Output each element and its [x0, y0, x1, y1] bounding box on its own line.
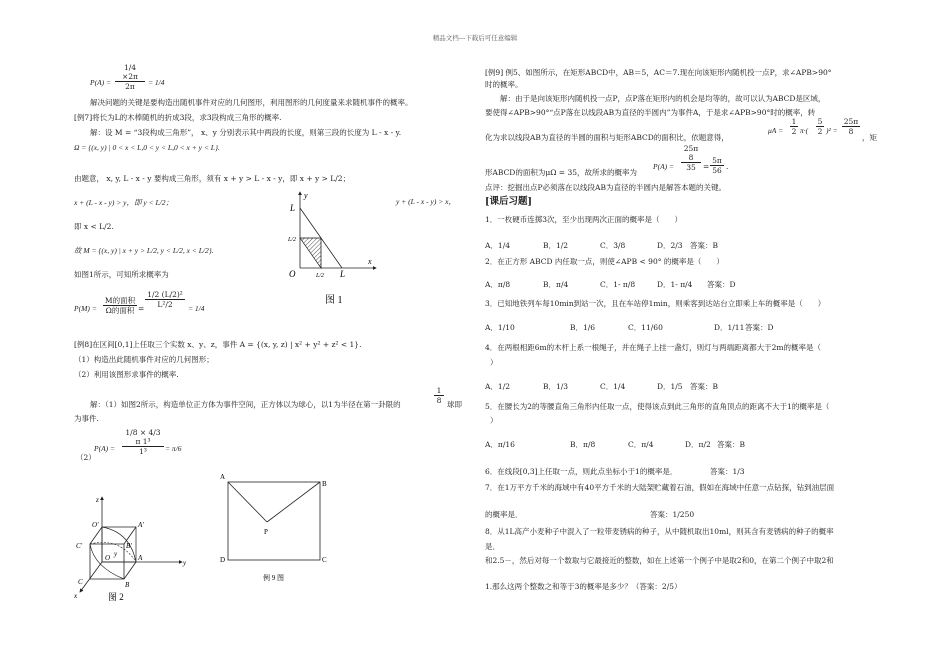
q2-option-b: B．π/4 [543, 280, 569, 289]
question-3: 3．已知地铁列车每10min到站一次，且在车站停1min，则乘客到达站台立即乘上车的概率是（ ） [485, 299, 826, 308]
example7-omega: Ω = {(x, y) | 0 < x < L,0 < y < L,0 < x + y < L}. [74, 143, 220, 152]
example9-solution-2: 要使得∠APB>90°“点P落在以线段AB为直径的半圆内”为事件A，于是求∠APB>90°时的概率，转 [485, 108, 816, 117]
example7-solution-3-right: y + (L - x - y) > x， [396, 197, 456, 206]
example9-mu-tail: )² = [826, 126, 838, 135]
pm-fraction-2-num: 1/2 (L/2)² [145, 290, 185, 300]
fig2-label-x: x [74, 592, 78, 600]
example7-set-m: 故 M = {(x, y) | x + y > L/2, y < L/2, x < L/2}. [74, 246, 214, 255]
q5-option-c: C．π/4 [628, 440, 654, 449]
example9-pa-end: . [726, 162, 729, 171]
fig2-label-y-inner: y [114, 550, 118, 558]
q3-option-b: B．1/6 [570, 323, 596, 332]
figure-1 [280, 190, 380, 308]
example7-solution-3: x + (L - x - y) > y，即 y < L/2； [74, 198, 173, 207]
example8-pa-result: = π/6 [165, 444, 182, 453]
pm-equals: = [138, 304, 145, 313]
example9-mu-half-num: 1 [791, 117, 797, 126]
example9-mu-half-den: 2 [791, 127, 797, 136]
example9-mu-five-halves [816, 117, 824, 136]
q1-option-a: A．1/4 [485, 241, 510, 250]
example8-part2: （2） [76, 453, 96, 462]
pm-label: P(M) = [74, 304, 97, 313]
example9-pa-den: 35 [686, 163, 696, 172]
q1-answer: 答案：B [690, 241, 719, 250]
fig2-label-y: y [183, 559, 187, 567]
q5-option-d: D．π/2 [685, 440, 711, 449]
fig1-label-l-right: L [340, 269, 346, 279]
example8-q1: （1）构造出此随机事件对应的几何图形； [74, 355, 214, 364]
example9-pa-num-den: 8 [681, 153, 701, 163]
example9-comma: ，矩 [862, 133, 877, 142]
example8-pa-fraction [122, 428, 164, 456]
q2-option-d: D．1- π/4 [657, 280, 693, 289]
q5-option-a: A．π/16 [485, 440, 515, 449]
q4-option-c: C．1/4 [600, 382, 626, 391]
q6-answer: 答案：1/3 [710, 467, 745, 476]
question-6: 6．在线段[0,3]上任取一点，则此点坐标小于1的概率是． [485, 467, 678, 476]
fig9-label-p: P [264, 528, 268, 536]
fig9-label-a: A [220, 473, 226, 481]
key-paragraph: 解决问题的关键是要构造出随机事件对应的几何图形，利用图形的几何度量来求随机事件的概率。 [90, 98, 413, 107]
pm-result: = 1/4 [188, 304, 205, 313]
example9-solution-3: 化为求以线段AB为直径的半圆的面积与矩形ABCD的面积比，依题意得， [485, 133, 729, 142]
example8-solution-a: 解：（1）如图2所示，构造单位正方体为事件空间，正方体以为球心，以1为半径在第一卦限的 [90, 400, 401, 409]
question-9-end: 1.那么这两个整数之和等于3的概率是多少？（答案：2/5） [485, 582, 682, 591]
pm-fraction-2-den: L²/2 [157, 300, 173, 309]
fig1-label-x: x [368, 257, 372, 266]
fig2-label-a-prime: A' [138, 521, 144, 529]
q4-option-d: D．1/5 [657, 382, 683, 391]
example8-pa-label: P(A) = [94, 444, 116, 453]
q5-answer: 答案：B [717, 440, 746, 449]
example9-mu-a-label: μA = [768, 126, 784, 135]
question-5-end: ） [490, 416, 498, 425]
example7-solution-2: 由题意， x, y, L - x - y 要构成三角形，须有 x + y > L - x - y，即 x + y > L/2； [74, 174, 351, 183]
q1-option-b: B．1/2 [543, 241, 569, 250]
fig9-caption: 例 9 图 [263, 574, 284, 582]
example8-q2: （2）利用该图形求事件的概率. [74, 370, 179, 379]
fig1-label-y: y [304, 191, 308, 200]
fig2-label-b-prime: B' [126, 542, 132, 550]
page-header: 精品文档---下载后可任意编辑 [432, 34, 518, 42]
example9-solution-1: 解：由于是向该矩形内随机投一点P，点P落在矩形内的机会是均等的，故可以认为ABCD是区域， [500, 94, 826, 103]
pm-fraction-1-num: M的面积 [104, 296, 136, 305]
example9-pa-label: P(A) = [653, 162, 675, 171]
example9-mu-five-num: 5 [817, 117, 823, 126]
pa-label: P(A) = [90, 78, 112, 87]
example9-pa-result-num: 5π [710, 156, 724, 166]
question-9: 和2.5－，然后对每一个数取与它最接近的整数，如在上述第一个例子中是取2和0，在第二个例子中取2和 [485, 556, 834, 565]
frac-one-eighth-num: 1 [434, 386, 444, 396]
example9-solution-4: 形ABCD的面积为μΩ = 35，故所求的概率为 [485, 168, 638, 177]
pa-fraction [115, 63, 145, 91]
fig2-label-o: O [105, 554, 111, 562]
question-7: 7．在1万平方千米的海域中有40平方千米的大陆架贮藏着石油，假如在海域中任意一点钻探，钻到油层面 [485, 483, 835, 492]
example8-solution-b: 球即 [447, 400, 462, 409]
figure-9 [218, 470, 338, 588]
question-2: 2．在正方形 ABCD 内任取一点，则使∠APB < 90° 的概率是（ ） [485, 257, 724, 266]
example9-mu-result-num: 25π [843, 117, 859, 126]
example8-solution-c: 为事件. [74, 414, 99, 423]
example9-mu-half [790, 117, 798, 136]
pa-fraction-den: 2π [125, 82, 135, 91]
example9-mu-result-den: 8 [848, 127, 854, 136]
example7-figure-ref: 如图1所示，可知所求概率为 [74, 270, 169, 279]
question-7-end: 的概率是． [485, 510, 523, 519]
q3-answer: 答案：D [745, 323, 774, 332]
q1-option-d: D．2/3 [657, 241, 683, 250]
example9-mu-mid: π·( [800, 126, 809, 135]
q7-answer: 答案：1/250 [650, 510, 695, 519]
example9-pa-equals: = [703, 162, 710, 171]
example8-title: [例8]在区间[0,1]上任取三个实数 x、y、z，事件 A = {(x, y, z) | x² + y² + z² < 1}. [74, 340, 362, 349]
question-8: 8．从1L高产小麦种子中混入了一粒带麦锈病的种子，从中随机取出10ml，则其含有麦锈病的种子的概率 [485, 527, 834, 536]
fig2-label-c: C [78, 578, 83, 586]
fig2-label-a: A [138, 554, 143, 562]
example9-pa-result [710, 156, 724, 175]
q3-option-c: C．11/60 [628, 323, 663, 332]
fig1-label-l-half: L/2 [288, 237, 297, 243]
pm-fraction-1-den: Ω的面积 [105, 306, 135, 315]
question-8-end: 是． [485, 542, 500, 551]
pm-fraction-1 [103, 296, 137, 315]
pa-result: = 1/4 [148, 78, 165, 87]
example9-title-2: 时的概率。 [485, 80, 523, 89]
q1-option-c: C．3/8 [600, 241, 626, 250]
fig2-label-b: B [125, 581, 130, 589]
q4-option-b: B．1/3 [543, 382, 569, 391]
example9-pa-fraction [681, 144, 701, 172]
example9-title: [例9] 例5、如图所示，在矩形ABCD中，AB＝5，AC＝7.现在向该矩形内随机投一点P，求∠APB>90° [485, 68, 832, 77]
question-4-end: ） [490, 358, 498, 367]
example7-solution-1: 解：设 M = “3段构成三角形”， x、y 分别表示其中两段的长度，则第三段的长度为 L - x - y. [90, 128, 402, 137]
example8-pa-den: 1³ [139, 447, 147, 456]
fig1-region-m [300, 238, 321, 268]
q3-option-a: A．1/10 [485, 323, 515, 332]
example9-tip: 点评：挖掘出点P必须落在以线段AB为直径的半圆内是解答本题的关键。 [485, 183, 726, 192]
fig2-label-o-prime: O' [92, 521, 99, 529]
figure-2 [70, 492, 200, 604]
fig1-label-l-top: L [290, 203, 296, 213]
q2-option-c: C．1- π/8 [600, 280, 636, 289]
frac-one-eighth-den: 8 [436, 396, 442, 405]
q3-option-d: D．1/11 [714, 323, 745, 332]
q5-option-b: B．π/8 [570, 440, 596, 449]
fig2-caption: 图 2 [108, 592, 124, 602]
pa-fraction-num: 1/4 ×2π [115, 63, 145, 82]
example7-title: [例7]将长为L的木棒随机的折成3段，求3段构成三角形的概率. [74, 113, 282, 122]
fig9-label-b: B [322, 480, 327, 488]
q4-answer: 答案：B [690, 382, 719, 391]
pm-fraction-2 [145, 290, 185, 309]
question-4: 4．在两根相距6m的木杆上系一根绳子，并在绳子上挂一盏灯，则灯与两端距离都大于2m的概率是（ [485, 343, 822, 352]
example8-pa-num: 1/8 × 4/3 π 1³ [122, 428, 164, 447]
frac-one-eighth [434, 386, 444, 405]
example9-pa-result-den: 56 [712, 166, 722, 175]
example7-solution-4: 即 x < L/2. [74, 222, 114, 231]
question-5: 5．在腰长为2的等腰直角三角形内任取一点，使得该点到此三角形的直角顶点的距离不大于1的概率是（ [485, 402, 830, 411]
fig1-caption: 图 1 [325, 295, 343, 306]
fig2-label-z: z [96, 496, 99, 504]
fig1-label-o: O [289, 269, 296, 279]
question-1: 1．一枚硬币连掷3次，至少出现两次正面的概率是（ ） [485, 215, 683, 224]
fig9-label-c: C [322, 556, 327, 564]
exercise-title: [课后习题] [485, 196, 532, 207]
example9-pa-num: 25π [683, 144, 699, 153]
q2-option-a: A．π/8 [485, 280, 511, 289]
example9-mu-five-den: 2 [817, 127, 823, 136]
example9-mu-result [842, 117, 860, 136]
fig1-label-x-half: L/2 [316, 273, 325, 279]
fig2-label-c-prime: C' [76, 542, 83, 550]
q2-answer: 答案：D [707, 280, 736, 289]
fig9-label-d: D [220, 556, 226, 564]
q4-option-a: A．1/2 [485, 382, 510, 391]
